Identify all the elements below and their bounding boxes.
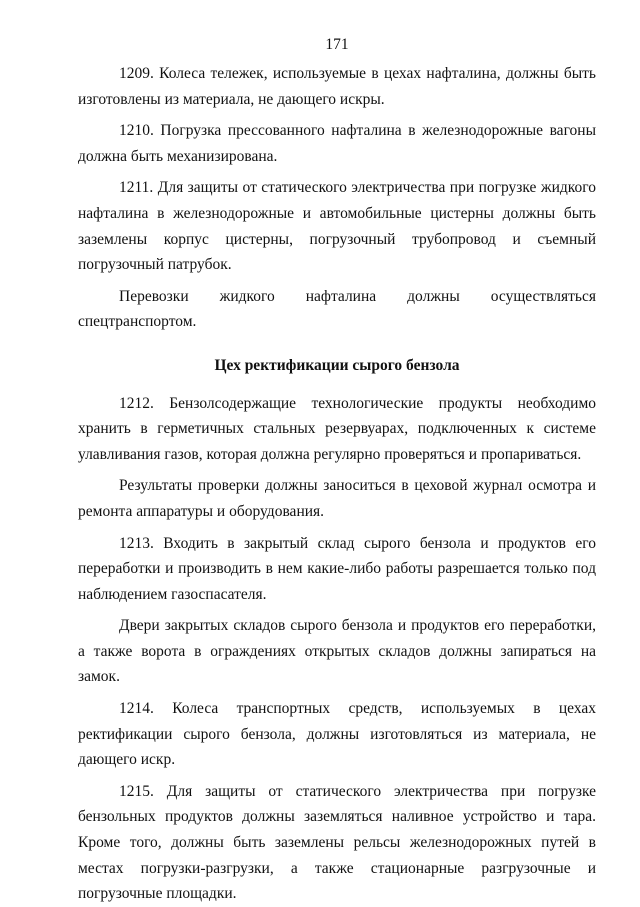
paragraph-1210: 1210. Погрузка прессованного нафталина в железнодорожные вагоны должна быть механизирована. xyxy=(78,122,596,165)
paragraph-1215: 1215. Для защиты от статического электричества при погрузке бензольных продуктов должны заземляться наливное устройство и тара. Кроме того, должны быть заземлены рельсы железнодорожных путей в местах погрузки-разгрузки, а также стационарные разгрузочные и погрузочные площадки. xyxy=(78,782,596,903)
paragraph-transport: Перевозки жидкого нафталина должны осуществляться спецтранспортом. xyxy=(78,287,596,331)
page-number: 171 xyxy=(325,36,349,53)
paragraph-1209: 1209. Колеса тележек, используемые в цехах нафталина, должны быть изготовлены из материала, не дающего искры. xyxy=(78,65,596,108)
paragraph-inspection-results: Результаты проверки должны заноситься в цеховой журнал осмотра и ремонта аппаратуры и оборудования. xyxy=(78,477,596,520)
paragraph-1211: 1211. Для защиты от статического электричества при погрузке жидкого нафталина в железнодорожные и автомобильные цистерны должны быть заземлены корпус цистерны, погрузочный трубопровод и съемный погрузочный патрубок. xyxy=(78,179,596,274)
paragraph-1213: 1213. Входить в закрытый склад сырого бензола и продуктов его переработки и производить в нем какие-либо работы разрешается только под наблюдением газоспасателя. xyxy=(78,534,596,603)
section-heading: Цех ректификации сырого бензола xyxy=(214,356,460,374)
paragraph-1212: 1212. Бензолсодержащие технологические продукты необходимо хранить в герметичных стальных резервуарах, подключенных к системе улавливания газов, которая должна регулярно проверяться и пропариваться. xyxy=(78,394,596,463)
document-body xyxy=(78,61,596,907)
paragraph-1214: 1214. Колеса транспортных средств, используемых в цехах ректификации сырого бензола, должны изготовляться из материала, не дающего искр. xyxy=(78,700,596,769)
paragraph-warehouse-doors: Двери закрытых складов сырого бензола и продуктов его переработки, а также ворота в ограждениях открытых складов должны запираться на замок. xyxy=(78,617,596,686)
